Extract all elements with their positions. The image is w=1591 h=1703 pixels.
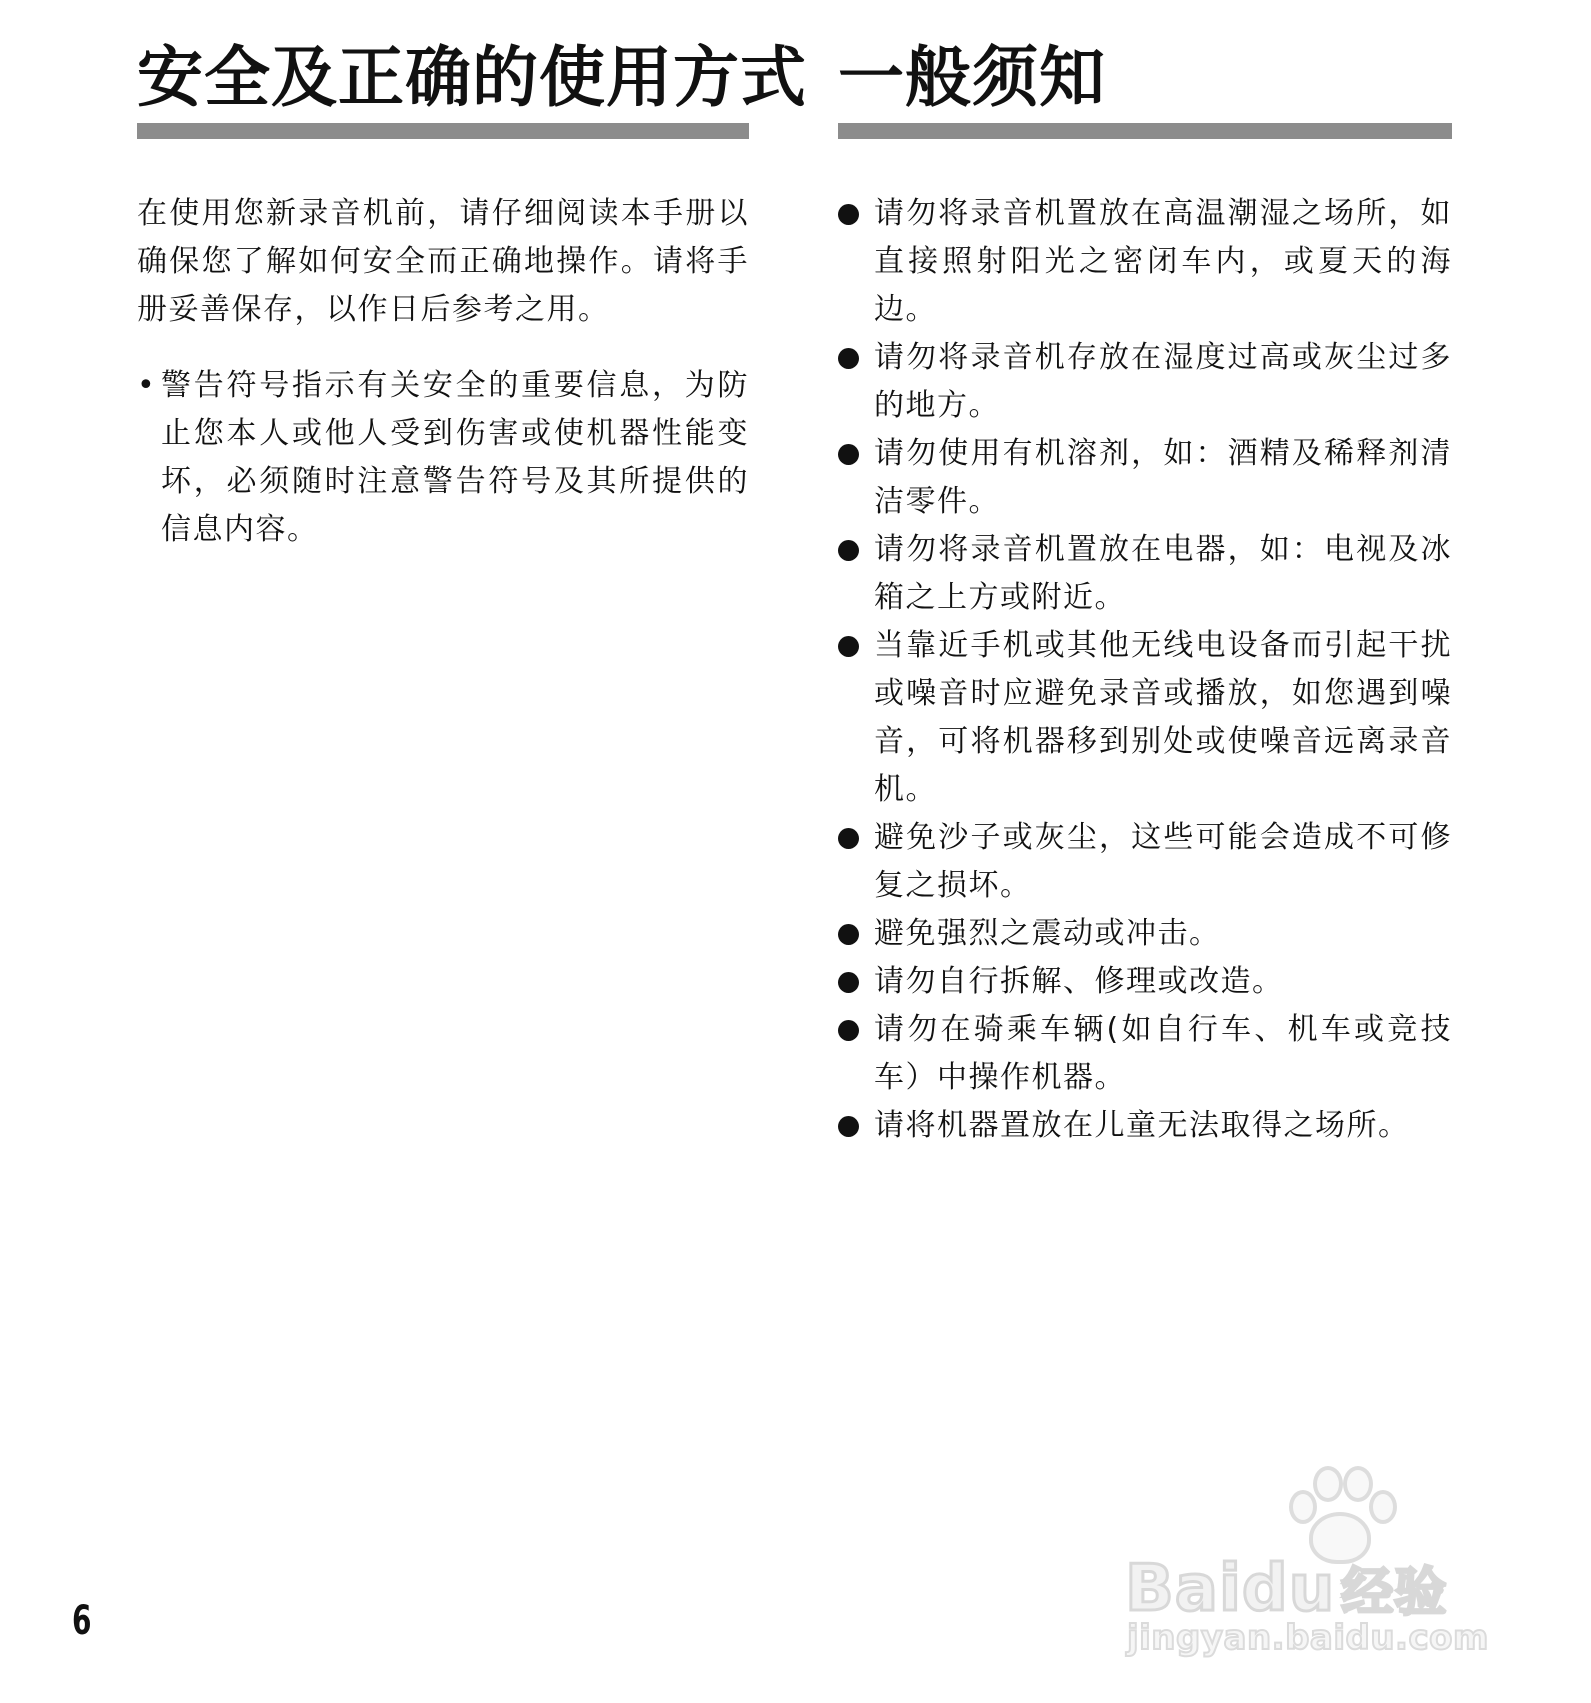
list-item-text: 请勿将录音机存放在湿度过高或灰尘过多的地方。 [874, 340, 1452, 423]
safety-heading: 安全及正确的使用方式 [137, 39, 807, 116]
list-item-text: 请勿将录音机置放在电器，如：电视及冰箱之上方或附近。 [874, 532, 1452, 615]
general-notes-heading: 一般须知 [838, 39, 1106, 116]
bullet-icon [838, 204, 859, 225]
safety-heading-rule [137, 123, 749, 139]
list-item-text: 请勿在骑乘车辆(如自行车、机车或竞技车）中操作机器。 [874, 1012, 1452, 1095]
list-item-text: 请勿将录音机置放在高温潮湿之场所，如直接照射阳光之密闭车内，或夏天的海边。 [874, 196, 1452, 327]
bullet-icon [838, 924, 859, 945]
watermark-url: jingyan.baidu.com [1127, 1618, 1489, 1658]
list-item-text: 请勿使用有机溶剂，如：酒精及稀释剂清洁零件。 [874, 436, 1452, 519]
general-notes-heading-rule [838, 123, 1452, 139]
bullet-icon [838, 1116, 859, 1137]
bullet-icon [838, 444, 859, 465]
list-item [838, 622, 1452, 814]
notice-list [838, 190, 1452, 1150]
list-item [838, 958, 1452, 1006]
watermark-brand [1125, 1550, 1447, 1626]
bullet-icon [838, 540, 859, 561]
list-item-text: 当靠近手机或其他无线电设备而引起干扰或噪音时应避免录音或播放，如您遇到噪音，可将机器移到别处或使噪音远离录音机。 [874, 628, 1452, 807]
bullet-icon [838, 828, 859, 849]
bullet-icon [838, 348, 859, 369]
list-item-text: 避免强烈之震动或冲击。 [874, 916, 1221, 951]
warning-note-text: 警告符号指示有关安全的重要信息，为防止您本人或他人受到伤害或使机器性能变坏，必须随时注意警告符号及其所提供的信息内容。 [161, 368, 749, 547]
bullet-icon: • [137, 368, 157, 403]
list-item [838, 334, 1452, 430]
list-item [838, 1006, 1452, 1102]
list-item [838, 190, 1452, 334]
watermark-brand-text: Baidu [1125, 1552, 1336, 1626]
list-item [838, 910, 1452, 958]
page-number: 6 [72, 1598, 92, 1644]
bullet-icon [838, 1020, 859, 1041]
baidu-watermark [1125, 1460, 1505, 1658]
list-item-text: 请勿自行拆解、修理或改造。 [874, 964, 1284, 999]
list-item-text: 避免沙子或灰尘，这些可能会造成不可修复之损坏。 [874, 820, 1452, 903]
bullet-icon [838, 972, 859, 993]
list-item [838, 1102, 1452, 1150]
watermark-brand-cn: 经验 [1341, 1563, 1448, 1623]
list-item [838, 526, 1452, 622]
safety-intro-paragraph: 在使用您新录音机前，请仔细阅读本手册以确保您了解如何安全而正确地操作。请将手册妥善保存，以作日后参考之用。 [137, 196, 749, 327]
list-item [838, 430, 1452, 526]
list-item-text: 请将机器置放在儿童无法取得之场所。 [874, 1108, 1410, 1143]
bullet-icon [838, 636, 859, 657]
warning-note [137, 362, 749, 554]
list-item [838, 814, 1452, 910]
